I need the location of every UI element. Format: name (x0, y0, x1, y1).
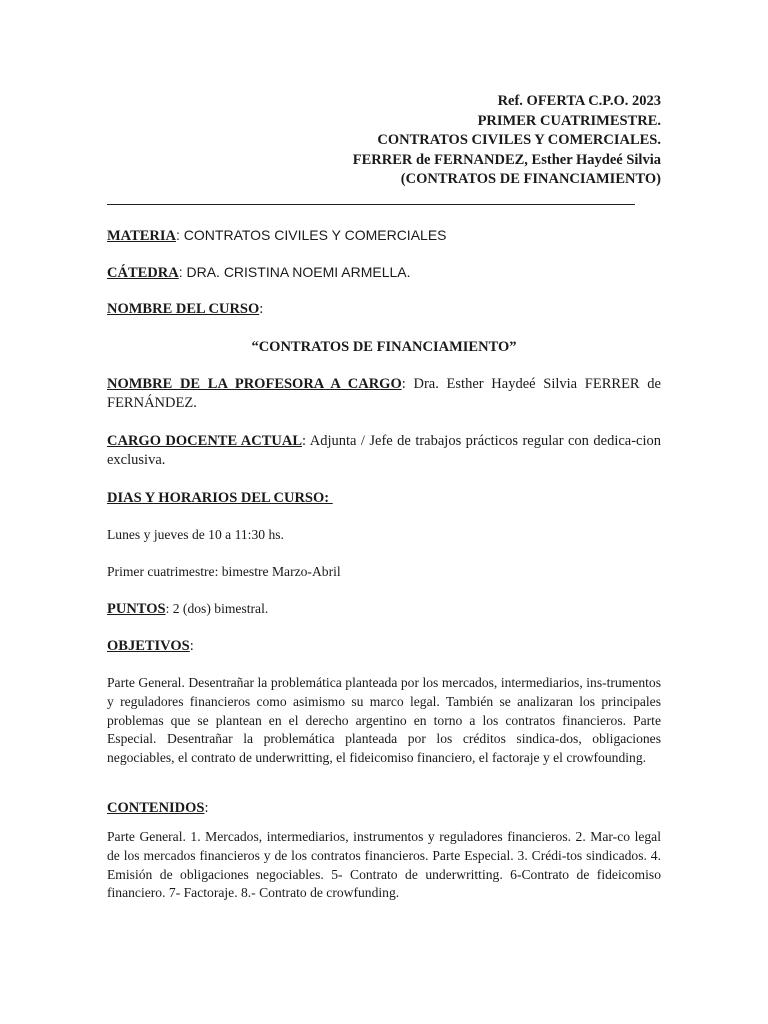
puntos-row (107, 600, 661, 619)
contenidos-colon: : (204, 800, 209, 816)
profesora-row (107, 375, 661, 413)
puntos-label: PUNTOS (107, 601, 166, 617)
cargo-value: : Adjunta / Jefe de trabajos prácticos regular con dedica-cion exclusiva. (107, 433, 662, 468)
cargo-row (107, 432, 661, 470)
objetivos-paragraph: Parte General. Desentrañar la problemática planteada por los mercados, intermediarios, ins-trumentos y reguladores financieros como asimismo su marco legal. También se analizaran los principales problemas que se plantean en el derecho argentino en torno a los contratos financieros. Parte Especial. Desentrañar la problemática planteada por los créditos sindica-dos, obligaciones negociables, el contrato de underwritting, el fideicomiso financiero, el factoraje y el crowfounding. (107, 675, 661, 766)
horario-text: Lunes y jueves de 10 a 11:30 hs. (107, 527, 284, 542)
header-line-ref: Ref. OFERTA C.P.O. 2023 (497, 93, 661, 109)
materia-label: MATERIA (107, 228, 177, 244)
reference-header (353, 92, 661, 190)
nombre-curso-colon: : (259, 301, 264, 317)
objetivos-label: OBJETIVOS (107, 638, 190, 654)
header-line-course: (CONTRATOS DE FINANCIAMIENTO) (400, 171, 661, 187)
header-divider (107, 204, 635, 205)
contenidos-heading (107, 799, 661, 818)
header-line-term: PRIMER CUATRIMESTRE. (477, 112, 661, 129)
contenidos-paragraph: Parte General. 1. Mercados, intermediarios, instrumentos y reguladores financieros. 2. Mar-co legal de los mercados financieros y de los contratos financieros. Parte Especial. 3. Crédi-tos sindicados. 4. Emisión de obligaciones negociables. 5- Contrato de underwritting. 6-Contrato de fideicomiso financiero. 7- Factoraje. 8.- Contrato de crowfunding. (107, 829, 661, 901)
dias-label: DIAS Y HORARIOS DEL CURSO: (107, 490, 333, 506)
nombre-curso-row (107, 300, 661, 319)
puntos-value: : 2 (dos) bimestral. (165, 601, 269, 616)
materia-row (107, 226, 661, 246)
course-title: “CONTRATOS DE FINANCIAMIENTO” (251, 339, 517, 355)
profesora-value: : Dra. Esther Haydeé Silvia FERRER de FERNÁNDEZ. (107, 376, 661, 411)
contenidos-label: CONTENIDOS (107, 800, 205, 816)
cargo-label: CARGO DOCENTE ACTUAL (107, 433, 303, 449)
profesora-label: NOMBRE DE LA PROFESORA A CARGO (107, 376, 402, 392)
cuatrimestre-text: Primer cuatrimestre: bimestre Marzo-Abril (107, 564, 341, 579)
objetivos-heading (107, 637, 661, 656)
header-line-professor: FERRER de FERNANDEZ, Esther Haydeé Silvia (352, 151, 661, 168)
materia-value: : CONTRATOS CIVILES Y COMERCIALES (176, 227, 447, 243)
catedra-row (107, 263, 661, 283)
objetivos-colon: : (189, 638, 194, 654)
nombre-curso-label: NOMBRE DEL CURSO (107, 301, 260, 317)
catedra-value: : DRA. CRISTINA NOEMI ARMELLA. (178, 264, 411, 280)
catedra-label: CÁTEDRA (107, 265, 179, 281)
dias-row (107, 489, 661, 508)
header-line-subject: CONTRATOS CIVILES Y COMERCIALES. (377, 132, 661, 148)
